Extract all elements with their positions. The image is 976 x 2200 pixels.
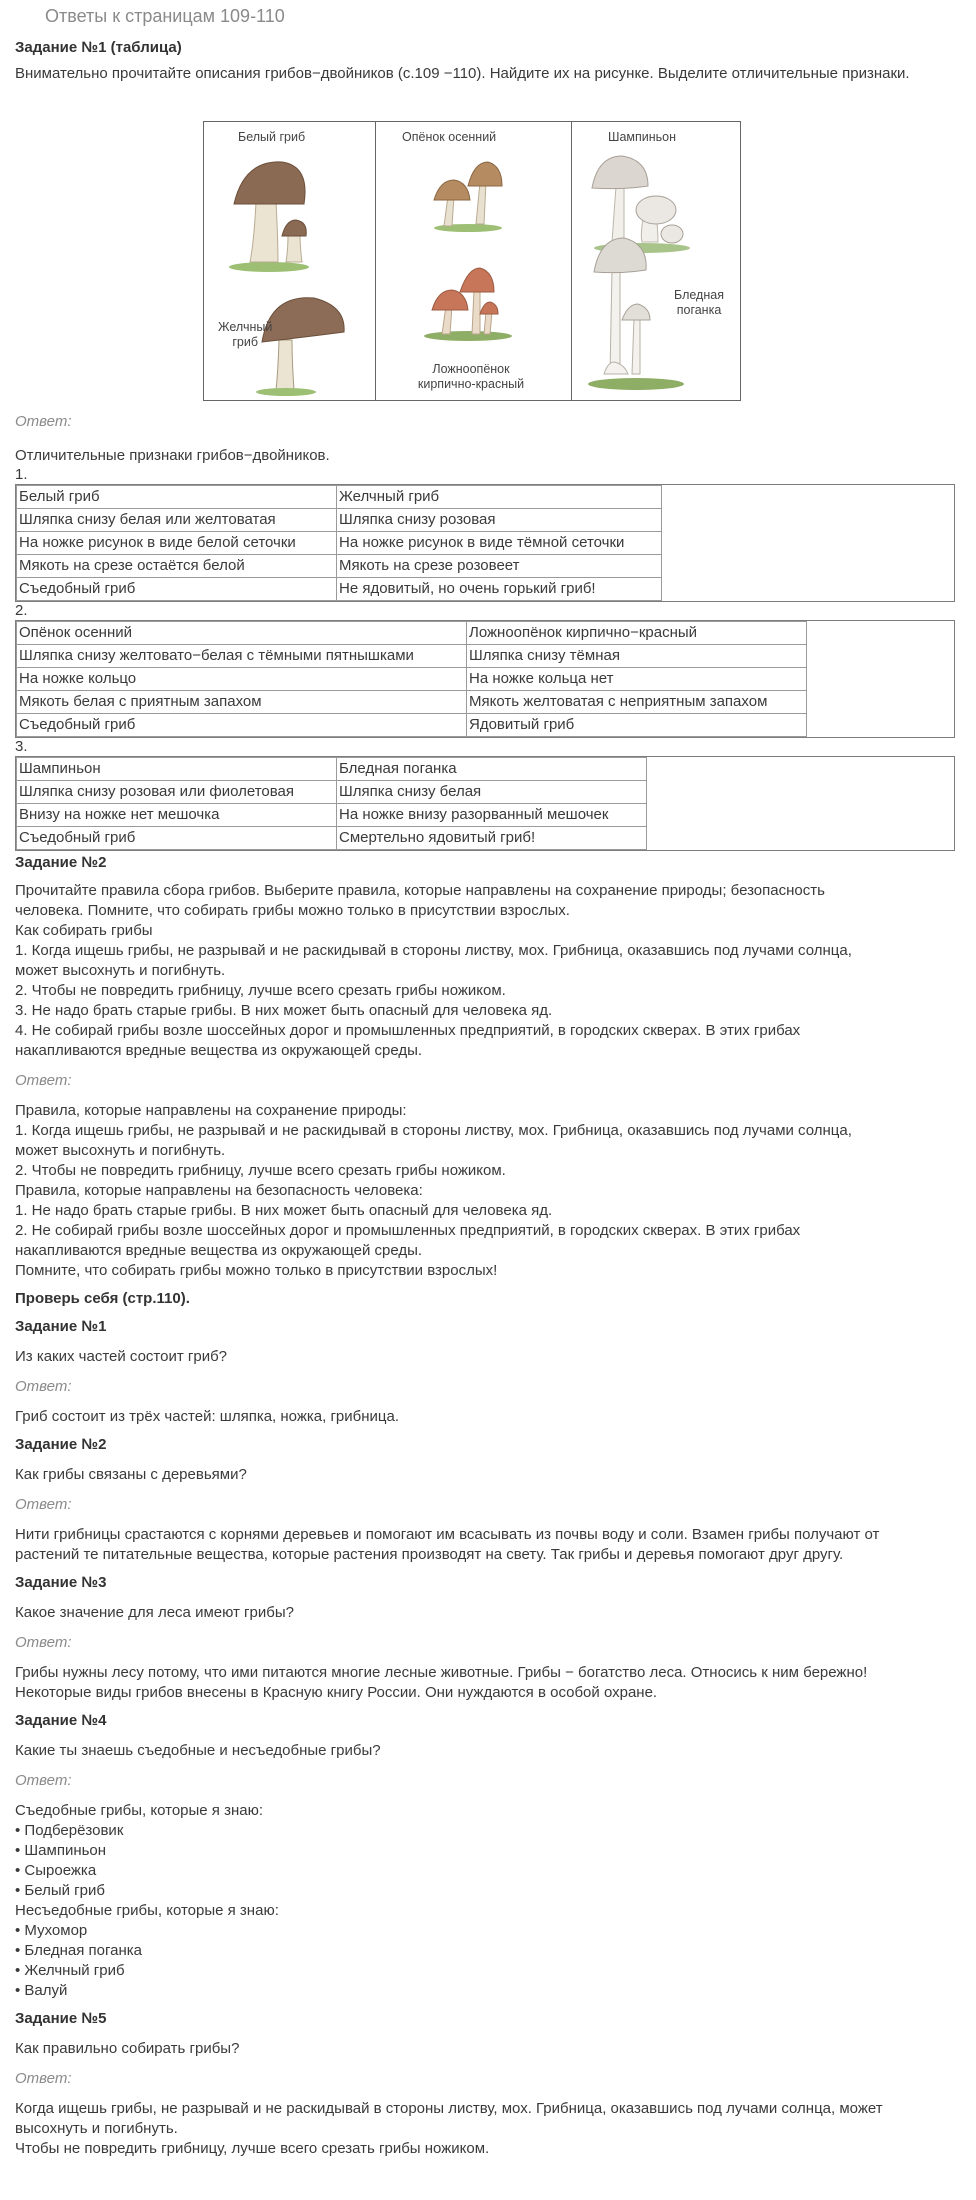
check-tasks [15,1317,955,2159]
task1-heading: Задание №1 (таблица) [15,39,182,56]
table-cell: Бледная поганка [337,758,647,781]
text-line: растений те питательные вещества, которые растения производят на свету. Так грибы и деревья помогают друг другу. [15,1546,844,1563]
check-task-heading: Задание №3 [15,1574,107,1591]
table-row [17,532,662,555]
answer-label: Ответ: [15,1496,72,1513]
table-cell: Не ядовитый, но очень горький гриб! [337,578,662,601]
table-cell: Шампиньон [17,758,337,781]
table-cell: Мякоть на срезе розовеет [337,555,662,578]
twins-table-frame [15,620,955,738]
table-cell: Внизу на ножке нет мешочка [17,804,337,827]
check-task-answer [15,1801,955,2001]
twins-table [16,485,662,601]
openok-drawing [376,122,571,400]
text-line: • Шампиньон [15,1842,107,1859]
text-line: Прочитайте правила сбора грибов. Выберите правила, которые направлены на сохранение природы; безопасность [15,882,825,899]
table-row [17,827,647,850]
check-task-heading: Задание №5 [15,2010,107,2027]
table-row [17,804,647,827]
text-line: высохнуть и погибнуть. [15,2120,178,2137]
table-row [17,622,807,645]
text-line: человека. Помните, что собирать грибы можно только в присутствии взрослых. [15,902,570,919]
table-row [17,691,807,714]
text-line: Когда ищешь грибы, не разрывай и не раскидывай в стороны листву, мох. Грибница, оказавшись под лучами солнца, может [15,2100,883,2117]
check-task-question: Как правильно собирать грибы? [15,2040,240,2057]
label-zhelchniy-2: гриб [232,335,258,349]
task2-answer-label: Ответ: [15,1072,72,1089]
text-line: 1. Не надо брать старые грибы. В них может быть опасный для человека яд. [15,1202,553,1219]
answer-label: Ответ: [15,1772,72,1789]
table-row [17,668,807,691]
table-cell: Желчный гриб [337,486,662,509]
text-line: Съедобные грибы, которые я знаю: [15,1802,264,1819]
twins-table-frame [15,756,955,851]
twins-tables [15,466,955,851]
text-line: может высохнуть и погибнуть. [15,962,226,979]
check-task-question: Как грибы связаны с деревьями? [15,1466,247,1483]
label-poganka [664,288,734,318]
label-openok: Опёнок осенний [402,130,497,144]
table-cell: Шляпка снизу желтовато−белая с тёмными пятнышками [17,645,467,668]
label-zhelchniy-1: Желчный [218,320,273,334]
text-line: Помните, что собирать грибы можно только в присутствии взрослых! [15,1262,498,1279]
text-line: Гриб состоит из трёх частей: шляпка, ножка, грибница. [15,1408,400,1425]
label-lozhnoopenok-1: Ложноопёнок [432,362,510,376]
label-poganka-1: Бледная [674,288,724,302]
check-task-answer [15,2099,955,2159]
check-task-heading: Задание №1 [15,1318,107,1335]
page-title: Ответы к страницам 109-110 [45,6,285,26]
twins-table [16,621,807,737]
label-poganka-2: поганка [676,303,722,317]
table-cell: Ложноопёнок кирпично−красный [467,622,807,645]
text-line: накапливаются вредные вещества из окружающей среды. [15,1242,423,1259]
text-line: накапливаются вредные вещества из окружающей среды. [15,1042,423,1059]
table-cell: Шляпка снизу белая или желтоватая [17,509,337,532]
check-task-heading: Задание №2 [15,1436,107,1453]
text-line: Грибы нужны лесу потому, что ими питаются многие лесные животные. Грибы − богатство леса. Относись к ним бережно! [15,1664,868,1681]
table-cell: Шляпка снизу розовая [337,509,662,532]
table-cell: На ножке кольца нет [467,668,807,691]
shampinion-poganka-drawing [572,122,742,400]
text-line: • Желчный гриб [15,1962,125,1979]
table-row [17,714,807,737]
mushroom-figure [203,121,741,401]
text-line: 2. Чтобы не повредить грибницу, лучше всего срезать грибы ножиком. [15,1162,506,1179]
check-task-heading: Задание №4 [15,1712,107,1729]
task1-question: Внимательно прочитайте описания грибов−двойников (с.109 −110). Найдите их на рисунке. Выделите отличительные признаки. [15,65,910,82]
table-cell: Съедобный гриб [17,827,337,850]
table-row [17,486,662,509]
task2-answer [15,1101,955,1281]
label-lozhnoopenok [396,362,546,392]
text-line: Правила, которые направлены на сохранение природы: [15,1102,407,1119]
text-line: • Мухомор [15,1922,88,1939]
figure-col-openok [376,122,572,400]
table-cell: Мякоть на срезе остаётся белой [17,555,337,578]
check-task-question: Какое значение для леса имеют грибы? [15,1604,294,1621]
table-cell: Мякоть желтоватая с неприятным запахом [467,691,807,714]
table-cell: Шляпка снизу белая [337,781,647,804]
check-heading: Проверь себя (стр.110). [15,1290,190,1307]
table-cell: Съедобный гриб [17,714,467,737]
table-row [17,509,662,532]
answer-label: Ответ: [15,1378,72,1395]
text-line: может высохнуть и погибнуть. [15,1142,226,1159]
text-line: Нити грибницы срастаются с корнями деревьев и помогают им всасывать из почвы воду и соли. Взамен грибы получают от [15,1526,880,1543]
answer-label: Ответ: [15,2070,72,2087]
text-line: Правила, которые направлены на безопасность человека: [15,1182,423,1199]
table-cell: На ножке кольцо [17,668,467,691]
text-line: Несъедобные грибы, которые я знаю: [15,1902,279,1919]
table-row [17,645,807,668]
check-task-answer [15,1525,955,1565]
text-line: • Валуй [15,1982,68,1999]
table-cell: На ножке рисунок в виде тёмной сеточки [337,532,662,555]
table-cell: Ядовитый гриб [467,714,807,737]
check-task-question: Из каких частей состоит гриб? [15,1348,228,1365]
task1-answer-label: Ответ: [15,413,72,430]
table-cell: На ножке внизу разорванный мешочек [337,804,647,827]
table-row [17,781,647,804]
label-beliy: Белый гриб [238,130,306,144]
table-cell: На ножке рисунок в виде белой сеточки [17,532,337,555]
answer-label: Ответ: [15,1634,72,1651]
twins-table-frame [15,484,955,602]
table-cell: Опёнок осенний [17,622,467,645]
text-line: Чтобы не повредить грибницу, лучше всего срезать грибы ножиком. [15,2140,490,2157]
figure-col-beliy [204,122,376,400]
check-task-answer [15,1407,955,1427]
text-line: 4. Не собирай грибы возле шоссейных дорог и промышленных предприятий, в городских скверах. В этих грибах [15,1022,801,1039]
table-cell: Съедобный гриб [17,578,337,601]
text-line: Как собирать грибы [15,922,153,939]
table-cell: Шляпка снизу розовая или фиолетовая [17,781,337,804]
text-line: 2. Чтобы не повредить грибницу, лучше всего срезать грибы ножиком. [15,982,506,999]
table-row [17,758,647,781]
table-cell: Смертельно ядовитый гриб! [337,827,647,850]
check-task-question: Какие ты знаешь съедобные и несъедобные грибы? [15,1742,381,1759]
table-number: 1. [15,466,28,483]
table-number: 3. [15,738,28,755]
check-task-answer [15,1663,955,1703]
task2-heading: Задание №2 [15,854,107,871]
text-line: 2. Не собирай грибы возле шоссейных дорог и промышленных предприятий, в городских скверах. В этих грибах [15,1222,801,1239]
text-line: • Бледная поганка [15,1942,142,1959]
table-row [17,578,662,601]
label-zhelchniy [218,320,272,350]
text-line: 1. Когда ищешь грибы, не разрывай и не раскидывай в стороны листву, мох. Грибница, оказавшись под лучами солнца, [15,942,852,959]
table-row [17,555,662,578]
task1-intro: Отличительные признаки грибов−двойников. [15,447,330,464]
text-line: 3. Не надо брать старые грибы. В них может быть опасный для человека яд. [15,1002,553,1019]
label-lozhnoopenok-2: кирпично-красный [417,377,525,391]
table-cell: Белый гриб [17,486,337,509]
table-cell: Шляпка снизу тёмная [467,645,807,668]
label-shampinion: Шампиньон [608,130,677,144]
text-line: 1. Когда ищешь грибы, не разрывай и не раскидывай в стороны листву, мох. Грибница, оказавшись под лучами солнца, [15,1122,852,1139]
beliy-zhelchniy-drawing [204,122,375,400]
text-line: • Сыроежка [15,1862,97,1879]
text-line: • Подберёзовик [15,1822,124,1839]
table-number: 2. [15,602,28,619]
task2-question [15,881,955,1061]
twins-table [16,757,647,850]
text-line: • Белый гриб [15,1882,105,1899]
figure-col-shampinion [572,122,742,400]
text-line: Некоторые виды грибов внесены в Красную книгу России. Они нуждаются в особой охране. [15,1684,658,1701]
table-cell: Мякоть белая с приятным запахом [17,691,467,714]
